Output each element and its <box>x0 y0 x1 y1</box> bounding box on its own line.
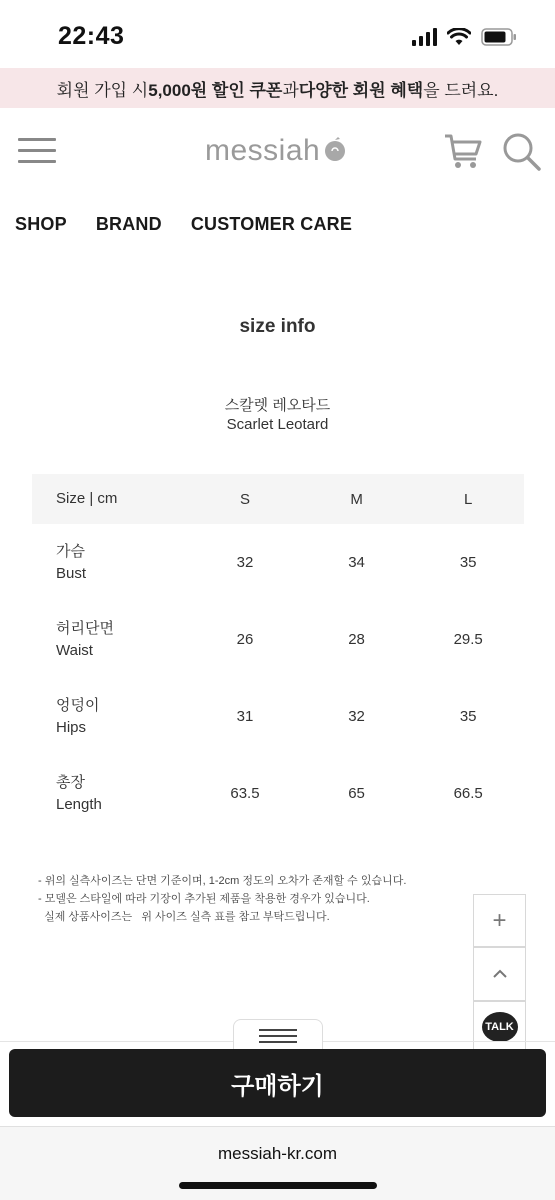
measurement-label <box>32 695 189 739</box>
menu-icon[interactable] <box>18 138 56 164</box>
promo-text-coupon: 5,000원 할인 쿠폰 <box>148 80 283 100</box>
size-value: 35 <box>459 554 477 571</box>
drawer-handle[interactable] <box>233 1019 323 1051</box>
cart-icon[interactable] <box>443 131 483 171</box>
measurement-label <box>32 772 189 816</box>
plus-icon: + <box>492 906 507 934</box>
size-table-header <box>32 474 524 524</box>
product-name-english: Scarlet Leotard <box>226 416 329 433</box>
measurement-label <box>32 541 189 585</box>
promo-text-3: 과 <box>282 80 299 100</box>
battery-icon <box>481 28 517 46</box>
measurement-label <box>32 618 189 662</box>
size-value: 65 <box>348 785 365 802</box>
home-indicator[interactable] <box>179 1182 377 1189</box>
size-table <box>32 474 524 832</box>
measurement-label-ko: 엉덩이 <box>56 696 100 714</box>
scroll-top-button[interactable] <box>473 947 526 1001</box>
measurement-label-en: Length <box>56 795 102 813</box>
buy-button[interactable]: 구매하기 <box>9 1049 546 1117</box>
nav-item-brand[interactable]: BRAND <box>95 213 162 234</box>
size-value: 35 <box>459 708 477 725</box>
browser-url-bar[interactable] <box>0 1126 555 1200</box>
note-line: 실제 상품사이즈는 위 사이즈 실측 표를 참고 부탁드립니다. <box>38 911 330 923</box>
measurement-label-ko: 허리단면 <box>56 619 114 637</box>
main-nav <box>0 194 555 254</box>
table-row <box>32 524 524 601</box>
expand-button[interactable] <box>473 894 526 947</box>
size-m-header: M <box>350 490 363 508</box>
size-info-title: size info <box>239 316 316 337</box>
promo-text-1: 회원 가입 시 <box>56 80 149 100</box>
size-value: 34 <box>348 554 365 571</box>
size-s-header: S <box>239 490 250 508</box>
size-value: 66.5 <box>453 785 483 802</box>
size-value: 63.5 <box>230 785 260 802</box>
size-value: 32 <box>348 708 365 725</box>
status-icons <box>412 26 517 48</box>
measurement-label-en: Waist <box>56 641 93 659</box>
table-row <box>32 678 524 755</box>
logo-mark-icon <box>322 136 348 162</box>
measurement-label-ko: 총장 <box>56 773 85 791</box>
status-bar <box>0 0 555 68</box>
promo-text-benefits: 다양한 회원 혜택 <box>298 80 424 100</box>
size-l-header: L <box>464 490 473 508</box>
measurement-label-en: Bust <box>56 564 87 582</box>
product-name-korean: 스칼렛 레오타드 <box>224 397 331 414</box>
size-value: 26 <box>236 631 254 648</box>
size-notes <box>38 872 406 926</box>
size-value: 32 <box>236 554 254 571</box>
wifi-icon <box>447 28 471 46</box>
chevron-up-icon <box>492 969 508 979</box>
measurement-label-ko: 가슴 <box>56 542 85 560</box>
table-row <box>32 755 524 832</box>
promo-banner[interactable] <box>0 68 555 108</box>
measurement-label-en: Hips <box>56 718 87 736</box>
status-time: 22:43 <box>58 22 125 50</box>
nav-item-customer-care[interactable]: CUSTOMER CARE <box>190 213 353 234</box>
note-line: - 모델은 스타일에 따라 기장이 추가된 제품을 착용한 경우가 있습니다. <box>38 893 370 905</box>
table-row <box>32 601 524 678</box>
size-value: 28 <box>348 631 365 648</box>
kakao-talk-button[interactable] <box>473 1001 526 1053</box>
url-text[interactable]: messiah-kr.com <box>217 1144 338 1163</box>
talk-icon <box>482 1012 518 1042</box>
note-line: - 위의 실측사이즈는 단면 기준이며, 1-2cm 정도의 오차가 존재할 수 있습니다. <box>38 875 407 887</box>
cellular-signal-icon <box>412 28 437 46</box>
promo-text-5: 을 드려요. <box>423 80 499 100</box>
size-value: 29.5 <box>453 631 483 648</box>
site-header <box>0 108 555 194</box>
logo-text: messiah <box>205 134 321 167</box>
size-unit-header: Size | cm <box>56 490 118 507</box>
nav-item-shop[interactable]: SHOP <box>15 213 67 234</box>
logo[interactable] <box>205 133 348 169</box>
size-value: 31 <box>236 708 254 725</box>
talk-label: TALK <box>485 1021 514 1033</box>
search-icon[interactable] <box>500 130 542 172</box>
